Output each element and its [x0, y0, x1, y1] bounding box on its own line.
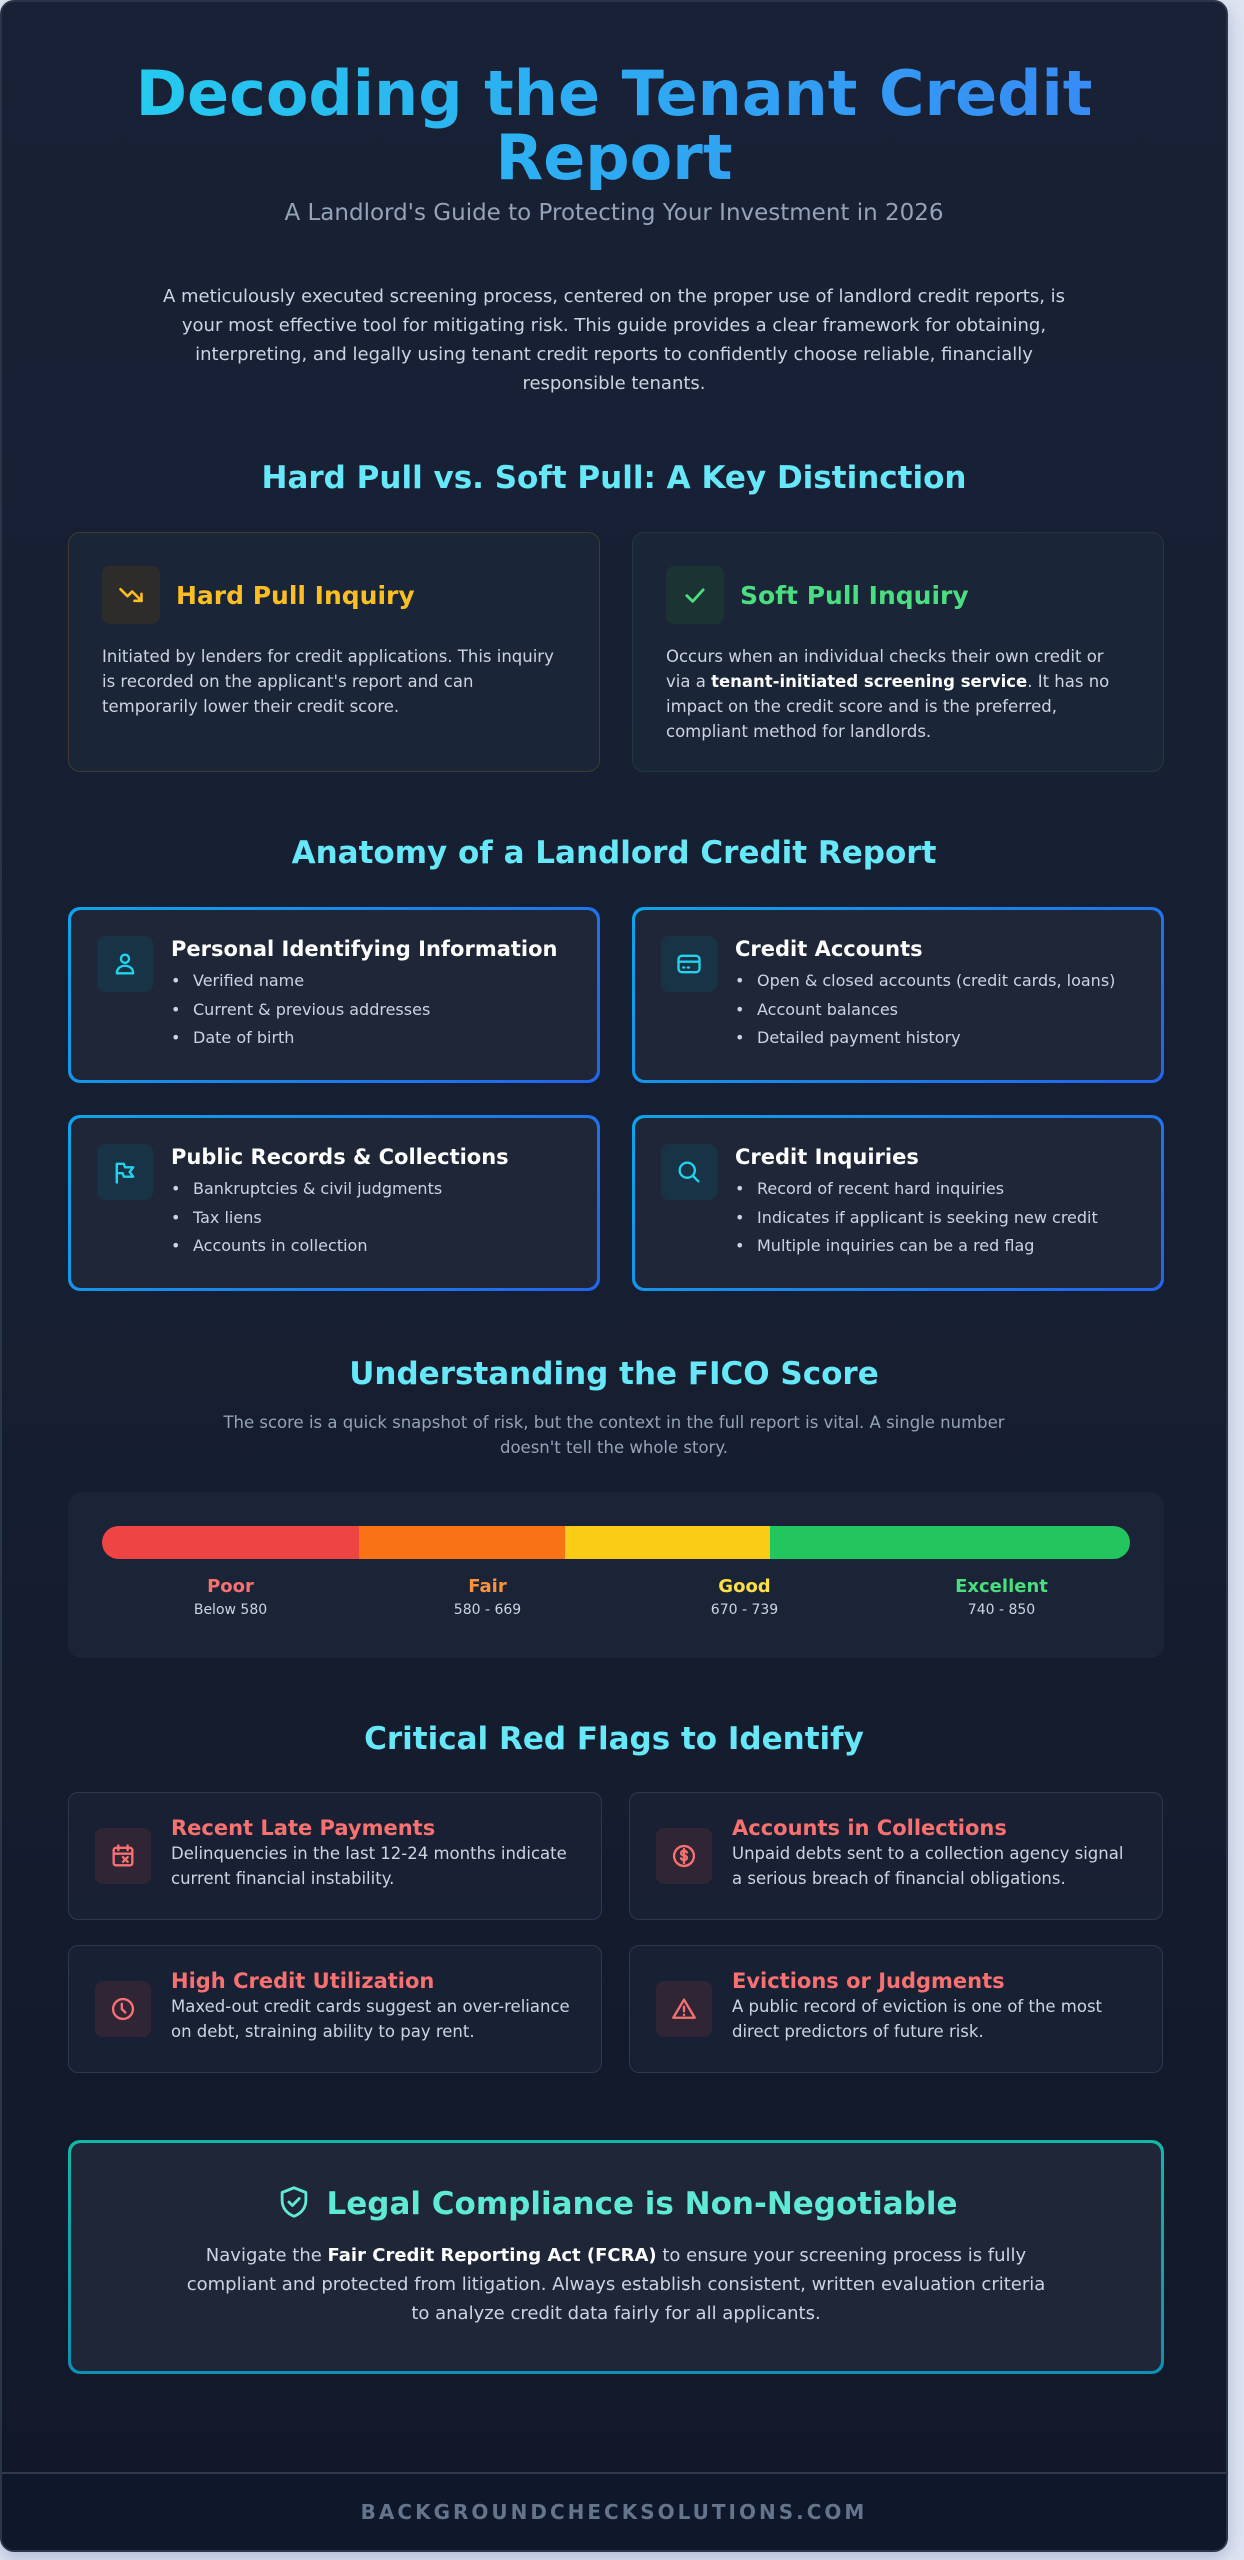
anatomy-card-credit-inquiries: [632, 1115, 1164, 1291]
fico-segment-good: [565, 1526, 771, 1559]
anatomy-card-title: Credit Inquiries: [735, 1145, 919, 1169]
fico-label-name: Good: [718, 1576, 771, 1597]
list-item: • Open & closed accounts (credit cards, loans): [735, 967, 1115, 996]
list-item: • Indicates if applicant is seeking new credit: [735, 1204, 1098, 1233]
check-icon: [666, 566, 724, 624]
legal-body-post: to ensure your screening process is fully compliant and protected from litigation. Always establish consistent, written evaluation criteria to analyze credit data fairly for all applicants.: [186, 2245, 1046, 2324]
red-flag-desc: Maxed-out credit cards suggest an over-reliance on debt, straining ability to pay rent.: [171, 1997, 570, 2041]
list-item: • Bankruptcies & civil judgments: [171, 1175, 509, 1204]
anatomy-card-credit-accounts: [632, 907, 1164, 1083]
fico-score-labels: [102, 1575, 1130, 1618]
anatomy-card-title: Credit Accounts: [735, 937, 923, 961]
section-title-fico: Understanding the FICO Score: [349, 1356, 879, 1392]
credit-card-icon: [661, 936, 717, 992]
calendar-x-icon: [95, 1828, 151, 1884]
fico-label-name: Fair: [468, 1576, 507, 1597]
fico-score-bar: [102, 1526, 1130, 1559]
fico-label-range: Below 580: [193, 1602, 268, 1618]
user-icon: [97, 936, 153, 992]
fico-label-range: 740 - 850: [967, 1602, 1036, 1618]
soft-pull-body-bold: tenant-initiated screening service: [711, 672, 1028, 691]
red-flag-title: Evictions or Judgments: [732, 1969, 1005, 1993]
list-item: • Date of birth: [171, 1024, 558, 1053]
red-flag-title: High Credit Utilization: [171, 1969, 435, 1993]
soft-pull-body-pre: Occurs when an individual checks their own credit or via a: [666, 647, 1104, 691]
list-item: • Accounts in collection: [171, 1232, 509, 1261]
fico-label-range: 580 - 669: [453, 1602, 522, 1618]
list-item: • Record of recent hard inquiries: [735, 1175, 1098, 1204]
fico-label-poor: [102, 1575, 359, 1618]
section-title-anatomy: Anatomy of a Landlord Credit Report: [291, 835, 937, 871]
flag-icon: [97, 1144, 153, 1200]
trending-down-icon: [102, 566, 160, 624]
dollar-circle-icon: [656, 1828, 712, 1884]
footer-website: BACKGROUNDCHECKSOLUTIONS.COM: [360, 2500, 868, 2524]
red-flag-card-utilization: [68, 1945, 602, 2073]
list-item: • Current & previous addresses: [171, 996, 558, 1025]
shield-check-icon: [275, 2183, 313, 2225]
soft-pull-title: Soft Pull Inquiry: [740, 580, 969, 610]
fico-label-good: [616, 1575, 873, 1618]
red-flag-card-evictions: [629, 1945, 1163, 2073]
fico-label-range: 670 - 739: [710, 1602, 779, 1618]
fico-segment-fair: [359, 1526, 565, 1559]
red-flag-card-collections: [629, 1792, 1163, 1920]
legal-body-bold: Fair Credit Reporting Act (FCRA): [327, 2245, 657, 2266]
footer: [2, 2474, 1226, 2550]
fico-segment-excellent: [770, 1526, 1130, 1559]
list-item: • Verified name: [171, 967, 558, 996]
fico-score-panel: [68, 1492, 1164, 1658]
fico-label-excellent: [873, 1575, 1130, 1618]
warning-triangle-icon: [656, 1981, 712, 2037]
clock-icon: [95, 1981, 151, 2037]
legal-body: [176, 2241, 1056, 2328]
soft-pull-card: [632, 532, 1164, 772]
section-title-red-flags: Critical Red Flags to Identify: [364, 1721, 864, 1757]
anatomy-card-public-records: [68, 1115, 600, 1291]
red-flag-desc: Unpaid debts sent to a collection agency signal a serious breach of financial obligations.: [732, 1844, 1124, 1888]
red-flag-title: Accounts in Collections: [732, 1816, 1007, 1840]
red-flag-card-late-payments: [68, 1792, 602, 1920]
red-flag-desc: A public record of eviction is one of the most direct predictors of future risk.: [732, 1997, 1103, 2041]
anatomy-card-title: Public Records & Collections: [171, 1145, 509, 1169]
red-flag-desc: Delinquencies in the last 12-24 months indicate current financial instability.: [171, 1844, 567, 1888]
section-title-pull: Hard Pull vs. Soft Pull: A Key Distinction: [261, 460, 967, 496]
legal-title: Legal Compliance is Non-Negotiable: [326, 2186, 958, 2222]
page-subtitle: A Landlord's Guide to Protecting Your Investment in 2026: [284, 200, 944, 226]
soft-pull-body: [666, 644, 1130, 744]
list-item: • Tax liens: [171, 1204, 509, 1233]
hard-pull-card: [68, 532, 600, 772]
legal-body-pre: Navigate the: [205, 2245, 328, 2266]
page-title: Decoding the Tenant Credit Report: [2, 62, 1226, 190]
fico-label-fair: [359, 1575, 616, 1618]
legal-compliance-panel: [68, 2140, 1164, 2374]
list-item: • Detailed payment history: [735, 1024, 1115, 1053]
fico-segment-poor: [102, 1526, 359, 1559]
search-icon: [661, 1144, 717, 1200]
fico-label-name: Excellent: [955, 1576, 1048, 1597]
anatomy-card-title: Personal Identifying Information: [171, 937, 558, 961]
red-flag-title: Recent Late Payments: [171, 1816, 436, 1840]
fico-subtitle: The score is a quick snapshot of risk, but the context in the full report is vital. A single number doesn't tell the whole story.: [223, 1413, 1005, 1457]
fico-label-name: Poor: [207, 1576, 254, 1597]
anatomy-card-personal: [68, 907, 600, 1083]
hard-pull-body: Initiated by lenders for credit applications. This inquiry is recorded on the applicant's report and can temporarily lower their credit score.: [102, 647, 554, 716]
hard-pull-title: Hard Pull Inquiry: [176, 580, 415, 610]
soft-pull-body-post: . It has no impact on the credit score and is the preferred, compliant method for landlords.: [666, 672, 1110, 741]
list-item: • Account balances: [735, 996, 1115, 1025]
intro-paragraph: A meticulously executed screening process, centered on the proper use of landlord credit reports, is your most effective tool for mitigating risk. This guide provides a clear framework for obtaining, interpreting, and legally using tenant credit reports to confidently choose reliable, financially responsible tenants.: [162, 286, 1066, 394]
list-item: • Multiple inquiries can be a red flag: [735, 1232, 1098, 1261]
